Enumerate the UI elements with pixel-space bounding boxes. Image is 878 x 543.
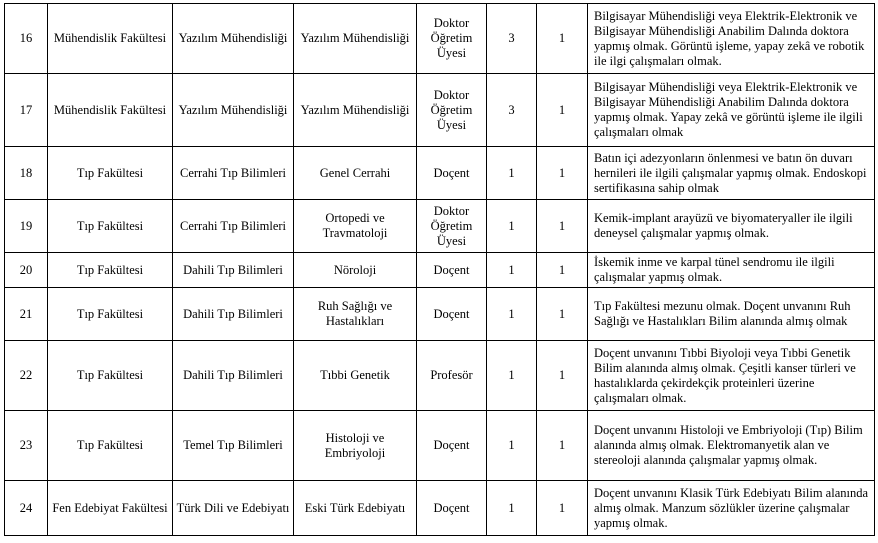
row-number: 16: [5, 4, 48, 74]
row-number: 23: [5, 411, 48, 481]
degree-cell: 1: [537, 200, 588, 253]
title-cell: Doktor Öğretim Üyesi: [417, 200, 487, 253]
row-number: 21: [5, 288, 48, 341]
count-cell: 3: [487, 74, 537, 147]
title-cell: Doçent: [417, 288, 487, 341]
faculty-cell: Tıp Fakültesi: [48, 200, 173, 253]
table-row: [5, 411, 875, 481]
department-cell: Cerrahi Tıp Bilimleri: [173, 200, 294, 253]
field-cell: Ruh Sağlığı ve Hastalıkları: [294, 288, 417, 341]
field-cell: Tıbbi Genetik: [294, 341, 417, 411]
faculty-cell: Tıp Fakültesi: [48, 288, 173, 341]
title-cell: Doktor Öğretim Üyesi: [417, 74, 487, 147]
department-cell: Cerrahi Tıp Bilimleri: [173, 147, 294, 200]
requirement-cell: Doçent unvanını Histoloji ve Embriyoloji (Tıp) Bilim alanında almış olmak. Elektromanyetik alan ve stereoloji alanında çalışmalar yapmış olmak.: [588, 411, 875, 481]
table-row: [5, 481, 875, 536]
row-number: 20: [5, 253, 48, 288]
requirement-cell: Bilgisayar Mühendisliği veya Elektrik-Elektronik ve Bilgisayar Mühendisliği Anabilim Dalında doktora yapmış olmak. Yapay zekâ ve görüntü işleme ile ilgili çalışmaları olmak: [588, 74, 875, 147]
table-row: [5, 4, 875, 74]
count-cell: 1: [487, 147, 537, 200]
count-cell: 1: [487, 200, 537, 253]
degree-cell: 1: [537, 253, 588, 288]
row-number: 24: [5, 481, 48, 536]
title-cell: Profesör: [417, 341, 487, 411]
degree-cell: 1: [537, 481, 588, 536]
count-cell: 3: [487, 4, 537, 74]
faculty-cell: Tıp Fakültesi: [48, 341, 173, 411]
requirement-cell: Doçent unvanını Klasik Türk Edebiyatı Bilim alanında almış olmak. Manzum sözlükler üzerine çalışmalar yapmış olmak.: [588, 481, 875, 536]
faculty-cell: Tıp Fakültesi: [48, 147, 173, 200]
department-cell: Türk Dili ve Edebiyatı: [173, 481, 294, 536]
field-cell: Histoloji ve Embriyoloji: [294, 411, 417, 481]
count-cell: 1: [487, 481, 537, 536]
degree-cell: 1: [537, 74, 588, 147]
requirement-cell: Kemik-implant arayüzü ve biyomateryaller ile ilgili deneysel çalışmalar yapmış olmak.: [588, 200, 875, 253]
count-cell: 1: [487, 341, 537, 411]
count-cell: 1: [487, 288, 537, 341]
requirement-cell: Bilgisayar Mühendisliği veya Elektrik-Elektronik ve Bilgisayar Mühendisliği Anabilim Dalında doktora yapmış olmak. Görüntü işleme, yapay zekâ ve robotik ile ilgi çalışmaları olmak.: [588, 4, 875, 74]
department-cell: Yazılım Mühendisliği: [173, 4, 294, 74]
count-cell: 1: [487, 411, 537, 481]
faculty-cell: Mühendislik Fakültesi: [48, 74, 173, 147]
faculty-cell: Tıp Fakültesi: [48, 253, 173, 288]
row-number: 19: [5, 200, 48, 253]
table-row: [5, 74, 875, 147]
title-cell: Doktor Öğretim Üyesi: [417, 4, 487, 74]
requirement-cell: İskemik inme ve karpal tünel sendromu ile ilgili çalışmalar yapmış olmak.: [588, 253, 875, 288]
department-cell: Dahili Tıp Bilimleri: [173, 341, 294, 411]
faculty-cell: Fen Edebiyat Fakültesi: [48, 481, 173, 536]
degree-cell: 1: [537, 147, 588, 200]
degree-cell: 1: [537, 411, 588, 481]
positions-table: [4, 3, 875, 536]
title-cell: Doçent: [417, 253, 487, 288]
field-cell: Yazılım Mühendisliği: [294, 74, 417, 147]
field-cell: Ortopedi ve Travmatoloji: [294, 200, 417, 253]
faculty-cell: Mühendislik Fakültesi: [48, 4, 173, 74]
title-cell: Doçent: [417, 481, 487, 536]
row-number: 22: [5, 341, 48, 411]
table-row: [5, 200, 875, 253]
degree-cell: 1: [537, 4, 588, 74]
field-cell: Eski Türk Edebiyatı: [294, 481, 417, 536]
field-cell: Nöroloji: [294, 253, 417, 288]
department-cell: Dahili Tıp Bilimleri: [173, 253, 294, 288]
department-cell: Yazılım Mühendisliği: [173, 74, 294, 147]
count-cell: 1: [487, 253, 537, 288]
row-number: 18: [5, 147, 48, 200]
degree-cell: 1: [537, 288, 588, 341]
requirement-cell: Doçent unvanını Tıbbi Biyoloji veya Tıbbi Genetik Bilim alanında almış olmak. Çeşitli kanser türleri ve hastalıklarda çekirdekçik proteinleri üzerine çalışmaları olmak.: [588, 341, 875, 411]
department-cell: Temel Tıp Bilimleri: [173, 411, 294, 481]
requirement-cell: Batın içi adezyonların önlenmesi ve batın ön duvarı hernileri ile ilgili çalışmalar yapmış olmak. Endoskopi sertifikasına sahip olmak: [588, 147, 875, 200]
title-cell: Doçent: [417, 147, 487, 200]
table-row: [5, 341, 875, 411]
row-number: 17: [5, 74, 48, 147]
table-row: [5, 253, 875, 288]
faculty-cell: Tıp Fakültesi: [48, 411, 173, 481]
department-cell: Dahili Tıp Bilimleri: [173, 288, 294, 341]
table-row: [5, 147, 875, 200]
table-row: [5, 288, 875, 341]
field-cell: Genel Cerrahi: [294, 147, 417, 200]
requirement-cell: Tıp Fakültesi mezunu olmak. Doçent unvanını Ruh Sağlığı ve Hastalıkları Bilim alanında almış olmak: [588, 288, 875, 341]
title-cell: Doçent: [417, 411, 487, 481]
field-cell: Yazılım Mühendisliği: [294, 4, 417, 74]
degree-cell: 1: [537, 341, 588, 411]
